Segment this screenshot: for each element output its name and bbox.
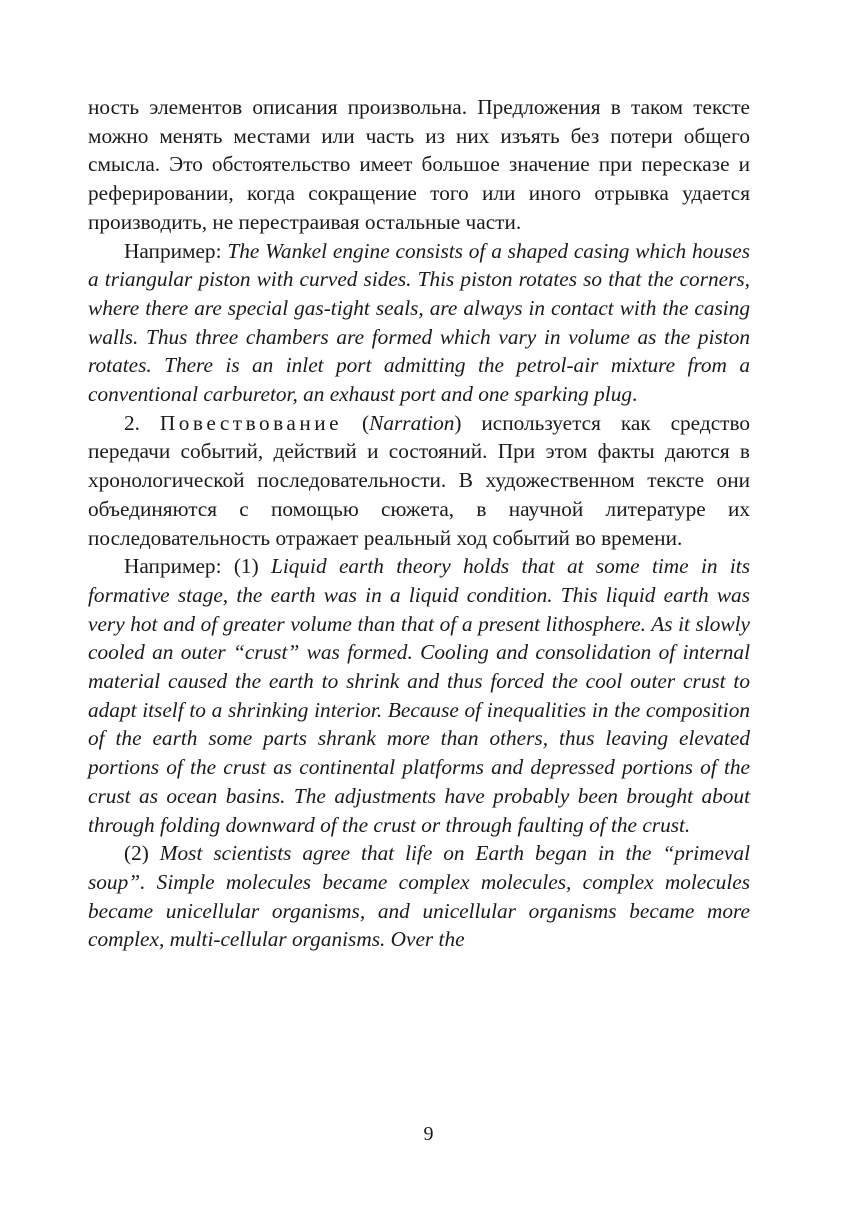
paragraph-example-description (88, 237, 750, 409)
example-text-liquid-earth: Liquid earth theory holds that at some time in its formative stage, the earth was in a liquid condition. This liquid earth was very hot and of greater volume than that of a present lithosphere. As it slowly cooled an outer “crust” was formed. Cooling and consolidation of internal material caused the earth to shrink and thus forced the cool outer crust to adapt itself to a shrinking interior. Because of inequalities in the composition of the earth some parts shrank more than others, thus leaving elevated portions of the crust as continental platforms and depressed portions of the crust as ocean basins. The adjustments have probably been brought about through folding downward of the crust or through faulting of the crust. (88, 554, 750, 837)
example-lead: Например: (124, 238, 228, 263)
page-number: 9 (423, 1123, 434, 1145)
example-text-life-on-earth: Most scientists agree that life on Earth began in the “primeval soup”. Simple molecules became complex molecules, complex molecules became unicellular organisms, and unicellular organisms became more complex, multi-cellular organisms. Over the (88, 841, 750, 952)
paragraph-narration (88, 409, 750, 553)
example-lead: (2) (124, 841, 160, 866)
example-lead: Например: (1) (124, 554, 271, 579)
section-term: Повествование (159, 410, 343, 435)
paragraph-continuation: ность элементов описания произвольна. Предложения в таком тексте можно менять местами или часть из них изъять без потери общего смысла. Это обстоятельство имеет большое значение при пересказе и реферировании, когда сокращение того или иного отрывка удается производить, не перестраивая остальные части. (88, 95, 750, 234)
narration-description: ) используется как средство передачи событий, действий и состояний. При этом факты даются в хронологической последовательности. В художественном тексте они объединяются с помощью сюжета, в научной литературе их последовательность отражает реальный ход событий во времени. (88, 410, 751, 550)
section-number: 2. (124, 410, 160, 435)
english-term: Narration (369, 410, 455, 435)
example-text-wankel: The Wankel engine consists of a shaped casing which houses a triangular piston with curved sides. This piston rotates so that the corners, where there are special gas-tight seals, are always in contact with the casing walls. Thus three chambers are formed which vary in volume as the piston rotates. There is an inlet port admitting the petrol-air mixture from a conventional carburetor, an exhaust port and one sparking plug (88, 238, 750, 407)
page-body (88, 93, 750, 954)
example-tail: . (632, 382, 638, 407)
paragraph-example-narration-1 (88, 552, 750, 839)
open-paren: ( (342, 410, 370, 435)
paragraph-example-narration-2 (88, 839, 750, 954)
